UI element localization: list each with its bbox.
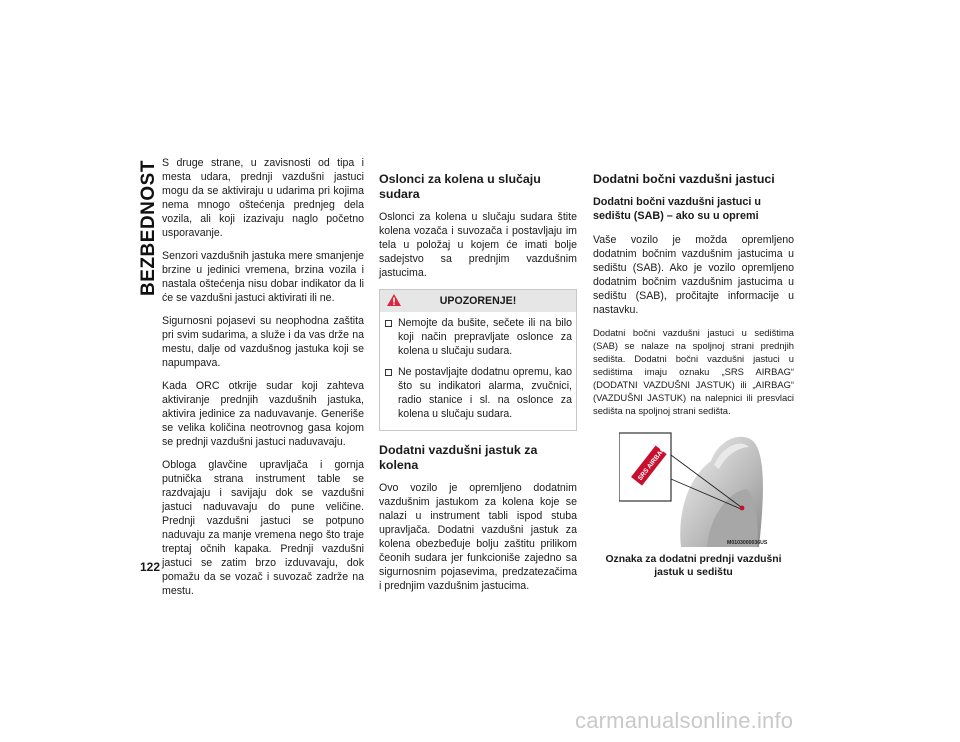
page-number: 122 [140, 560, 161, 574]
warning-item-text: Ne postavljajte dodatnu opremu, kao što su indikatori alarma, zvučnici, radio stanice i sl. na oslonce za kolena u slučaju sudara. [398, 366, 572, 420]
figure-caption: Oznaka za dodatni prednji vazdušni jastuk u sedištu [605, 554, 782, 578]
section-tab-label: BEZBEDNOST [138, 160, 159, 296]
seat-illustration [619, 431, 769, 547]
watermark-text: carmanualsonline.info [575, 708, 794, 733]
warning-item [384, 365, 572, 421]
section-heading: Dodatni vazdušni jastuk za kolena [379, 443, 538, 472]
checkbox-bullet-icon [385, 369, 392, 376]
paragraph: Dodatni bočni vazdušni jastuci u sedištima (SAB) se nalaze na spoljnoj strani prednjih sedišta. Dodatni bočni vazdušni jastuci u sedištima imaju oznaku „SRS AIRBAG“ (DODATNI VAZDUŠNI JASTUK) ili „AIRBAG“ (VAZDUŠNI JASTUK) na nalepnici ili presvlaci sedišta na spoljnoj strani sedišta. [593, 327, 794, 416]
warning-item [384, 316, 572, 358]
paragraph: Obloga glavčine upravljača i gornja putnička strana instrument table se razdvajaju i savijaju dok se vazdušni jastuci naduvavaju do pune veličine. Prednji vazdušni jastuci se potpuno naduvaju za manje vremena nego što traje treptaj očnih kapaka. Prednji vazdušni jastuci se zatim brzo izduvavaju, dok pomažu da se vozač i suvozač zadrže na mestu. [162, 459, 364, 597]
column-middle [379, 172, 577, 602]
paragraph: Oslonci za kolena u slučaju sudara štite kolena vozača i suvozača i postavljaju im tela u položaj u kojem će imati bolje sadejstvo sa prednjim vazdušnim jastucima. [379, 211, 577, 279]
figure-label-text: SRS AIRBAG [636, 445, 668, 483]
paragraph: S druge strane, u zavisnosti od tipa i mesta udara, prednji vazdušni jastuci mogu da se aktiviraju u udarima pri kojima nema mnogo oštećenja prednjeg dela vozila, ali koji izazivaju naglo početno usporavanje. [162, 157, 364, 239]
warning-header [380, 290, 576, 312]
subsection-heading: Dodatni bočni vazdušni jastuci u sedištu (SAB) – ako su u opremi [593, 196, 761, 222]
warning-box [379, 289, 577, 431]
warning-title: UPOZORENJE! [439, 295, 517, 307]
section-heading: Dodatni bočni vazdušni jastuci [593, 172, 775, 186]
warning-item-text: Nemojte da bušite, sečete ili na bilo koji način prepravljate oslonce za kolena u slučaju sudara. [398, 317, 572, 357]
section-tab [138, 160, 160, 296]
paragraph: Senzori vazdušnih jastuka mere smanjenje brzine u jedinici vremena, brzina vozila i nastala oštećenja nisu dobar indikator da li će se vazdušni jastuci aktivirati ili ne. [162, 250, 364, 304]
seat-airbag-label-figure [619, 431, 769, 547]
warning-triangle-icon [386, 293, 402, 307]
figure-code: M0103000036US [727, 540, 768, 546]
paragraph: Kada ORC otkrije sudar koji zahteva aktiviranje prednjih vazdušnih jastuka, aktivira jedinice za naduvavanje. Generiše se velika količina neotrovnog gasa kojom se prednji vazdušni jastuci naduvavaju. [162, 380, 364, 448]
warning-list [380, 312, 576, 430]
checkbox-bullet-icon [385, 320, 392, 327]
section-heading: Oslonci za kolena u slučaju sudara [379, 172, 541, 201]
paragraph: Vaše vozilo je možda opremljeno dodatnim bočnim vazdušnim jastucima u sedištu (SAB). Ako je vozilo opremljeno dodatnim bočnim vazdušnim jastucima u sedištu (SAB), pročitajte informacije u nastavku. [593, 234, 794, 316]
column-right [593, 172, 794, 579]
column-left [162, 156, 364, 607]
paragraph: Sigurnosni pojasevi su neophodna zaštita pri svim sudarima, a služe i da vas drže na mestu, dalje od vazdušnog jastuka koji se napumpava. [162, 315, 364, 369]
paragraph: Ovo vozilo je opremljeno dodatnim vazdušnim jastukom za kolena koje se nalazi u instrument tabli ispod stuba upravljača. Dodatni vazdušni jastuk za kolena obezbeđuje bolju zaštitu prilikom čeonih sudara jer funkcioniše zajedno sa sigurnosnim pojasevima, predzatezačima i prednjim vazdušnim jastucima. [379, 482, 577, 592]
